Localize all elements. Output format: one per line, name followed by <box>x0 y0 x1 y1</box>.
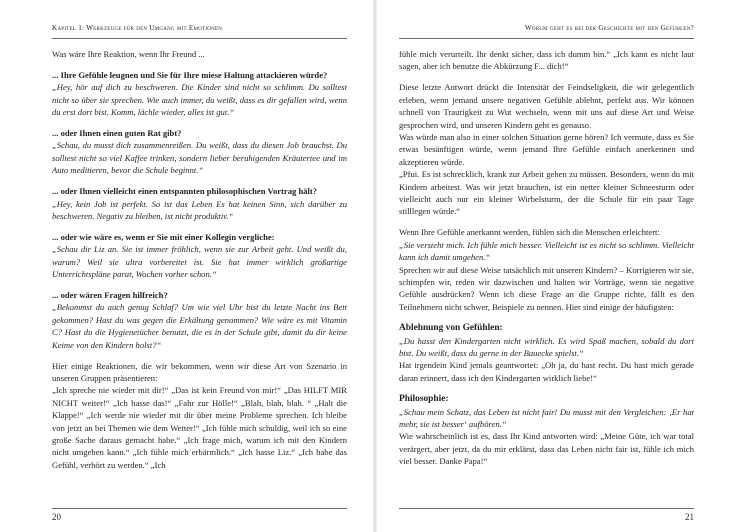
reaction-quotes: „Ich spreche nie wieder mit dir!“ „Das ist kein Freund von mir!“ „Das HILFT MIR NICHT weiter!“ „Ich hasse das!“ „Fahr zur Hölle!“ „Blah, blah, blah. “ „Halt die Klappe!“ „Ich werde nie wieder mit dir über meine Probleme sprechen. Ich bleibe von jetzt an bei Themen wie dem Wetter!“ „Ich fühle mich schuldig, weil ich so eine große Sache daraus gemacht habe.“ „Ich frage mich, warum ich mit den Kindern nicht umgehen kann.“ „Ich fühle mich erbärmlich.“ „Ich hasse Liz.“ „Ich habe das Gefühl, verhört zu werden.“ „Ich <box>52 385 347 470</box>
scenario-answer-4: „Schau dir Liz an. Sie ist immer fröhlich, wenn sie zur Arbeit geht. Und weißt du, warum? Weil sie ultra vorbereitet ist. Sie hat immer wirklich großartige Unterrichtspläne parat, Wochen vorher schon.“ <box>52 244 347 280</box>
philosophy-quote: „Schau mein Schatz, das Leben ist nicht fair! Du musst mit den Vergleichen: ‚Er hat mehr, sie ist besser‘ aufhören.“ <box>399 406 694 429</box>
philosophy-text: Wie wahrscheinlich ist es, dass Ihr Kind antworten wird: „Meine Güte, ich war total verärgert, aber jetzt, da du mir erklärst, dass das Leben nicht fair ist, fühle ich mich viel besser. Danke Papa!“ <box>399 431 694 467</box>
left-page-content <box>52 48 347 471</box>
paragraph-acknowledge: Was würde man also in einer solchen Situation gerne hören? Ich vermute, dass es Sie etwas besänftigen würde, wenn jemand Ihre Gefühle einfach anerkennen und akzeptieren würde. <box>399 131 694 167</box>
left-running-head: Kapitel 1: Werkzeuge für den Umgang mit Emotionen <box>52 24 347 39</box>
denial-text: Hat irgendein Kind jemals geantwortet: „Oh ja, du hast recht. Du hast mich gerade daran erinnert, dass ich den Kindergarten wirklich liebe!“ <box>399 360 694 383</box>
scenario-answer-1: „Hey, hör auf dich zu beschweren. Die Kinder sind nicht so schlimm. Du solltest nicht so über sie sprechen. Wie auch immer, du weißt, dass es dir gefallen wird, wenn du erst dort bist. Komm, lächle wieder, alles ist gut.“ <box>52 82 347 118</box>
scenario-question-3: ... oder Ihnen vielleicht einen entspannten philosophischen Vortrag hält? <box>52 186 318 197</box>
right-page-number: 21 <box>399 508 694 522</box>
right-running-head: Worum geht es bei der Geschichte mit den Gefühlen? <box>399 24 694 39</box>
intro-line: Was wäre Ihre Reaktion, wenn Ihr Freund ... <box>52 49 205 59</box>
scenario-question-5: ... oder wären Fragen hilfreich? <box>52 290 168 300</box>
denial-quote: „Du hasst den Kindergarten nicht wirklich. Es wird Spaß machen, sobald du dort bist. Du weißt, dass du gerne in der Bauecke spielst.“ <box>399 335 694 358</box>
scenario-answer-5: „Bekommst du auch genug Schlaf? Um wie viel Uhr bist du letzte Nacht ins Bett gekommen? Hast du was gegen die Erkältung genommen? Wie wäre es mit Vitamin C? Hast du die Hygienetücher benutzt, die es in der Schule gibt, damit du dir keine Keime von den Kindern holst?“ <box>52 302 347 350</box>
left-page-number: 20 <box>52 508 347 522</box>
scenario-question-4: ... oder wie wäre es, wenn er Sie mit einer Kollegin vergliche: <box>52 231 275 242</box>
paragraph-relief: Wenn Ihre Gefühle anerkannt werden, fühlen sich die Menschen erleichtert: <box>399 227 660 238</box>
paragraph-hostility: Diese letzte Antwort drückt die Intensität der Feindseligkeit, die wir gelegentlich erleben, wenn jemand unsere negativen Gefühle ablehnt, perfekt aus. Wir können schnell von Traurigkeit zu Wut wechseln, wenn mit uns auf diese Art und Weise gesprochen wird, und unseren Kindern geht es genauso. <box>399 82 694 130</box>
paragraph-snowstorm-quote: „Pfui. Es ist schrecklich, krank zur Arbeit gehen zu müssen. Besonders, wenn du mit Kindern arbeitest. Was wir jetzt brauchen, ist ein netter kleiner Schneesturm oder vielleicht auch nur ein kleiner Wirbelsturm, der die Schule für ein paar Tage stilllegen würde.“ <box>399 169 694 217</box>
scenario-question-2: ... oder Ihnen einen guten Rat gibt? <box>52 128 182 139</box>
paragraph-children: Sprechen wir auf diese Weise tatsächlich mit unseren Kindern? – Korrigieren wir sie, schimpfen wir, reden wir dazwischen und halten wir Vorträge, wenn sie negative Gefühle ausdrücken? Wenn ich diese Frage an die Gruppe richte, fällt es den Teilnehmern nicht schwer, Beispiele zu nennen. Hier sind einige der häufigsten: <box>399 264 694 312</box>
reactions-intro: Hier einige Reaktionen, die wir bekommen, wenn wir diese Art von Szenario in unseren Gruppen präsentieren: <box>52 360 347 383</box>
scenario-question-1: ... Ihre Gefühle leugnen und Sie für Ihre miese Haltung attackieren würde? <box>52 69 328 80</box>
scenario-answer-2: „Schau, du musst dich zusammenreißen. Du weißt, dass du diesen Job brauchst. Du solltest nicht so viel Kaffee trinken, sondern lieber beruhigenden Kräutertee und im Auto meditieren, bevor die Schule beginnt.“ <box>52 140 347 176</box>
section-heading-philosophy: Philosophie: <box>399 394 449 405</box>
scenario-answer-3: „Hey, kein Job ist perfekt. So ist das Leben Es hat keinen Sinn, sich darüber zu beschweren. Negativ zu bleiben, ist nicht produktiv.“ <box>52 198 347 221</box>
continued-quotes: fühle mich verurteilt. Ihr denkt sicher, dass ich dumm bin.“ „Ich kann es nicht laut sagen, aber ich benutze die Abkürzung F... dich!“ <box>399 49 694 72</box>
relief-quote: „Sie versteht mich. Ich fühle mich besser. Vielleicht ist es nicht so schlimm. Vielleicht kann ich damit umgehen.“ <box>399 239 694 263</box>
right-page <box>375 0 750 532</box>
right-page-content <box>399 48 694 468</box>
section-heading-denial: Ablehnung von Gefühlen: <box>399 323 503 334</box>
